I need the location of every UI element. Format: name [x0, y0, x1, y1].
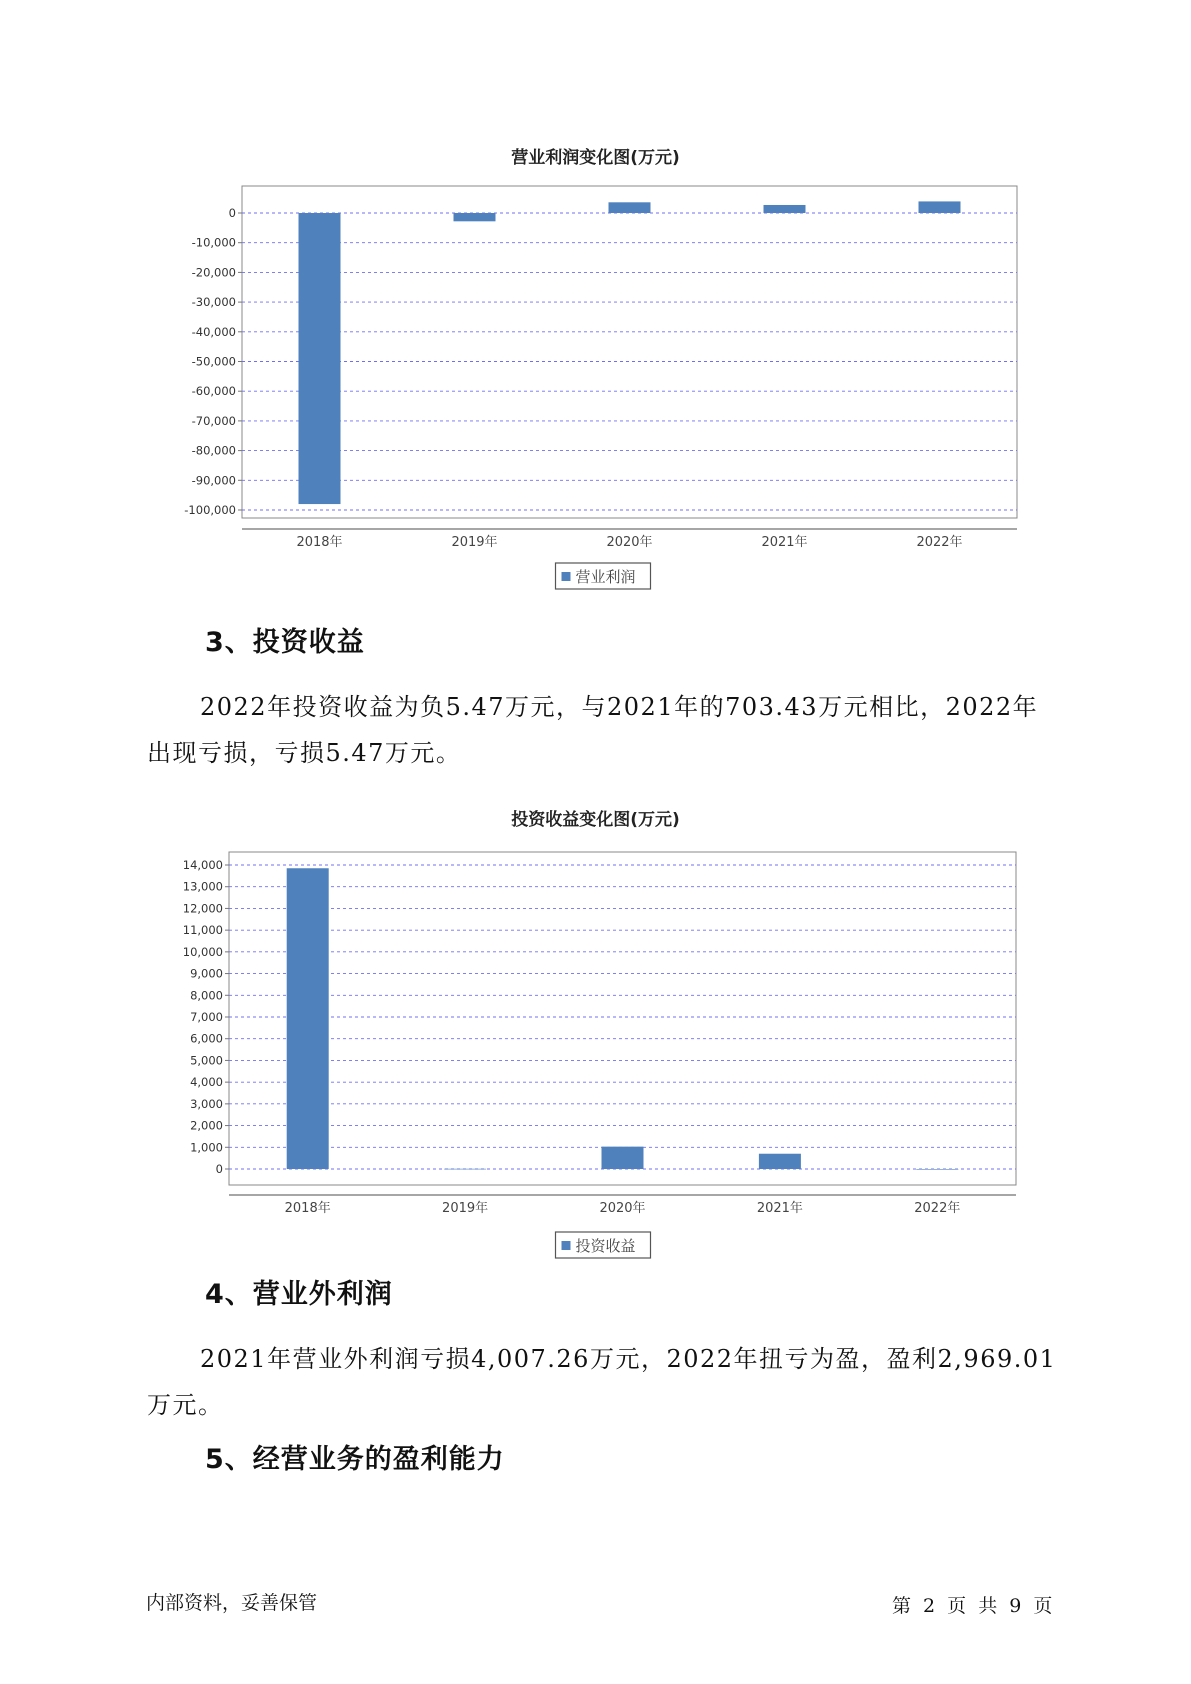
y-tick-label: 6,000 — [190, 1031, 223, 1046]
y-tick-label: 0 — [228, 206, 236, 220]
x-tick-label: 2018年 — [296, 535, 343, 550]
legend-label: 投资收益 — [575, 1237, 636, 1255]
bar — [916, 1169, 958, 1170]
bar — [759, 1154, 801, 1169]
y-tick-label: 7,000 — [190, 1010, 223, 1024]
bar — [609, 202, 651, 213]
legend-swatch — [562, 1241, 571, 1250]
y-tick-label: 2,000 — [190, 1118, 223, 1133]
footer-confidential-note: 内部资料，妥善保管 — [146, 1592, 318, 1614]
y-tick-label: 10,000 — [182, 944, 223, 959]
bar — [602, 1147, 644, 1169]
x-tick-label: 2018年 — [284, 1201, 331, 1216]
paragraph-line: 2022年投资收益为负5.47万元，与2021年的703.43万元相比，2022年 — [200, 693, 1039, 721]
y-tick-label: 9,000 — [190, 966, 223, 981]
bar — [764, 205, 806, 213]
y-tick-label: -20,000 — [191, 265, 236, 280]
y-tick-label: 4,000 — [190, 1075, 223, 1090]
x-tick-label: 2021年 — [761, 535, 808, 550]
paragraph-line: 2021年营业外利润亏损4,007.26万元，2022年扭亏为盈，盈利2,969.01 — [200, 1345, 1057, 1373]
plot-area — [229, 852, 1016, 1185]
operating-profit-chart — [0, 170, 1191, 640]
y-tick-label: 13,000 — [182, 879, 223, 894]
y-tick-label: 1,000 — [190, 1140, 223, 1155]
x-tick-label: 2020年 — [606, 535, 653, 550]
y-tick-label: -50,000 — [191, 354, 236, 369]
bar — [299, 213, 341, 504]
section-heading-investment-income: 3、投资收益 — [205, 627, 365, 658]
y-tick-label: -100,000 — [184, 503, 236, 517]
y-tick-label: 14,000 — [182, 858, 223, 872]
y-tick-label: 8,000 — [190, 988, 223, 1003]
footer-page-number: 第 2 页 共 9 页 — [892, 1595, 1053, 1617]
x-tick-label: 2020年 — [599, 1201, 646, 1216]
bar — [454, 213, 496, 221]
paragraph-line: 万元。 — [147, 1391, 224, 1419]
section-paragraph-non-operating-profit — [147, 1336, 1077, 1428]
y-tick-label: 3,000 — [190, 1096, 223, 1111]
y-tick-label: -90,000 — [191, 473, 236, 488]
y-tick-label: -60,000 — [191, 384, 236, 399]
x-tick-label: 2021年 — [756, 1201, 803, 1216]
y-tick-label: -80,000 — [191, 443, 236, 458]
chart-title-investment-income: 投资收益变化图(万元) — [511, 810, 680, 830]
y-tick-label: 5,000 — [190, 1053, 223, 1068]
y-tick-label: 11,000 — [182, 923, 223, 938]
section-paragraph-investment-income — [147, 684, 1077, 776]
legend-swatch — [562, 572, 571, 581]
plot-area — [242, 186, 1017, 518]
x-tick-label: 2022年 — [914, 1201, 961, 1216]
y-tick-label: -70,000 — [191, 413, 236, 428]
section-heading-non-operating-profit: 4、营业外利润 — [205, 1279, 393, 1310]
bar — [287, 868, 329, 1169]
x-tick-label: 2022年 — [916, 535, 963, 550]
section-heading-profitability: 5、经营业务的盈利能力 — [205, 1444, 505, 1475]
x-tick-label: 2019年 — [442, 1201, 489, 1216]
investment-income-chart — [0, 835, 1191, 1255]
paragraph-line: 出现亏损，亏损5.47万元。 — [147, 739, 462, 767]
y-tick-label: -40,000 — [191, 324, 236, 339]
y-tick-label: -30,000 — [191, 295, 236, 310]
y-tick-label: 0 — [215, 1162, 223, 1176]
chart-title-operating-profit: 营业利润变化图(万元) — [511, 148, 680, 168]
legend-label: 营业利润 — [575, 568, 636, 586]
x-tick-label: 2019年 — [451, 535, 498, 550]
y-tick-label: -10,000 — [191, 235, 236, 250]
bar — [444, 1169, 486, 1170]
y-tick-label: 12,000 — [182, 901, 223, 916]
bar — [919, 201, 961, 213]
